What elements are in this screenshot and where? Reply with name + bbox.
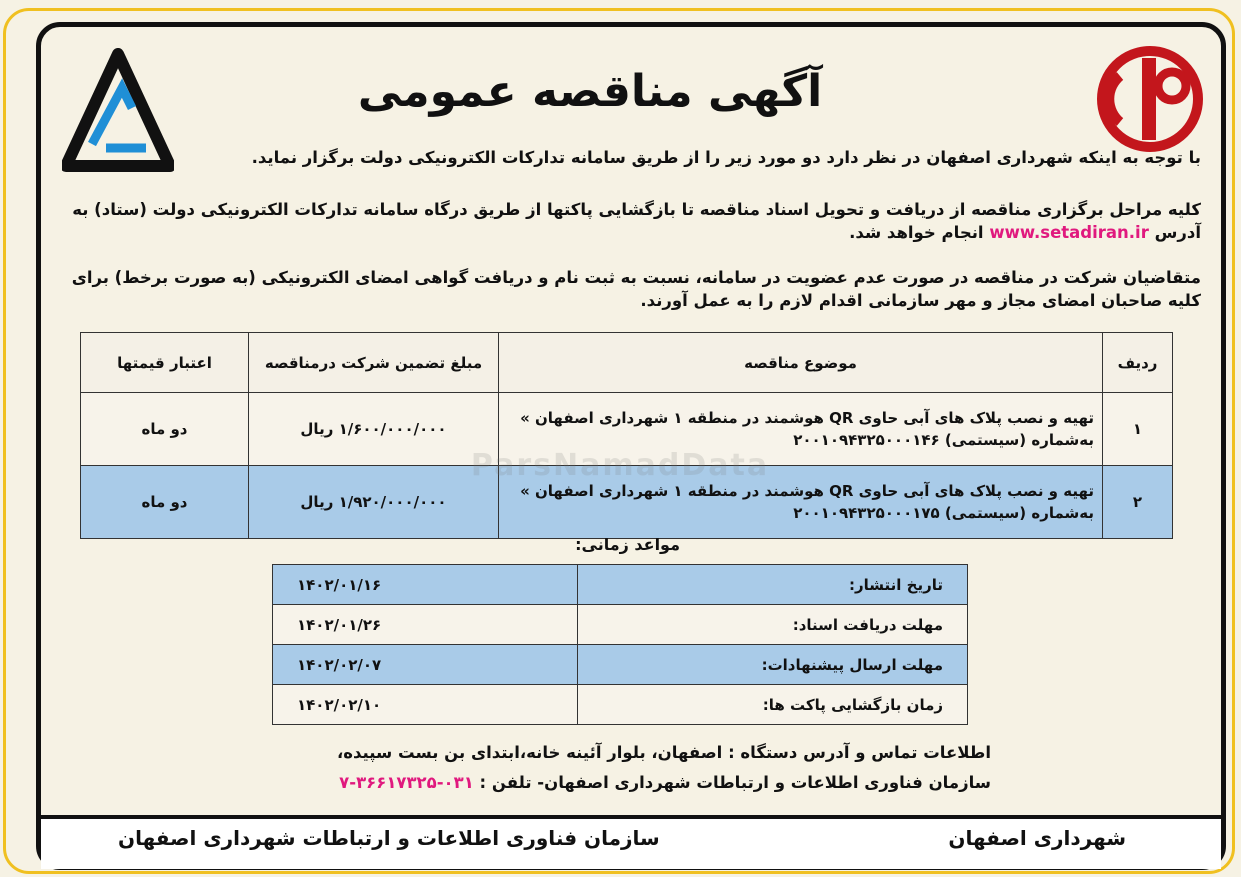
timing-row-publish: [273, 565, 968, 605]
timing-label: مهلت دریافت اسناد:: [578, 605, 968, 645]
municipality-logo-icon: [1090, 44, 1210, 154]
tender-system-number: به‌شماره (سیستمی) ۲۰۰۱۰۹۴۳۲۵۰۰۰۱۷۵: [793, 504, 1094, 522]
timing-label: تاریخ انتشار:: [578, 565, 968, 605]
header-row-number: ردیف: [1103, 333, 1173, 393]
guarantee-amount: ۱/۹۲۰/۰۰۰/۰۰۰ ریال: [249, 466, 499, 539]
table-row: [81, 466, 1173, 539]
intro-paragraph-1: با توجه به اینکه شهرداری اصفهان در نظر دارد دو مورد زیر را از طریق سامانه تدارکات الکترونیکی دولت برگزار نماید.: [251, 148, 1201, 167]
tender-system-number: به‌شماره (سیستمی) ۲۰۰۱۰۹۴۳۲۵۰۰۰۱۴۶: [793, 431, 1094, 449]
intro-paragraph-2-end: انجام خواهد شد.: [849, 223, 984, 242]
tender-subject-line: تهیه و نصب پلاک های آبی حاوی QR هوشمند در منطقه ۱ شهرداری اصفهان »: [520, 409, 1094, 427]
price-validity: دو ماه: [81, 466, 249, 539]
timing-date: ۱۴۰۲/۰۱/۲۶: [273, 605, 578, 645]
guarantee-amount: ۱/۶۰۰/۰۰۰/۰۰۰ ریال: [249, 393, 499, 466]
contact-info: [231, 738, 991, 798]
timing-date: ۱۴۰۲/۰۲/۱۰: [273, 685, 578, 725]
tender-table: [80, 332, 1173, 539]
timing-date: ۱۴۰۲/۰۲/۰۷: [273, 645, 578, 685]
timing-date: ۱۴۰۲/۰۱/۱۶: [273, 565, 578, 605]
row-number: ۲: [1103, 466, 1173, 539]
contact-phone-line: [231, 768, 991, 798]
ict-organization-logo-icon: [62, 48, 174, 176]
footer-municipality: شهرداری اصفهان: [948, 826, 1126, 850]
header-price-validity: اعتبار قیمتها: [81, 333, 249, 393]
page-title: آگهی مناقصه عمومی: [357, 66, 823, 117]
timing-row-submit-offers: [273, 645, 968, 685]
tender-subject-line: تهیه و نصب پلاک های آبی حاوی QR هوشمند در منطقه ۱ شهرداری اصفهان »: [520, 482, 1094, 500]
row-number: ۱: [1103, 393, 1173, 466]
tender-subject: [499, 466, 1103, 539]
tender-table-header: [81, 333, 1173, 393]
tender-subject: [499, 393, 1103, 466]
intro-paragraph-3: متقاضیان شرکت در مناقصه در صورت عدم عضویت در سامانه، نسبت به ثبت نام و دریافت گواهی امضای الکترونیکی (به صورت برخط) برای کلیه صاحبان امضای مجاز و مهر سازمانی اقدام لازم را به عمل آورند.: [71, 268, 1201, 310]
contact-phone: ۰۳۱-۳۶۶۱۷۳۲۵-۷: [339, 773, 474, 792]
table-row: [81, 393, 1173, 466]
contact-address: اطلاعات تماس و آدرس دستگاه : اصفهان، بلوار آئینه خانه،ابتدای بن بست سپیده،: [337, 743, 991, 762]
timing-row-opening: [273, 685, 968, 725]
footer-organization: سازمان فناوری اطلاعات و ارتباطات شهرداری اصفهان: [118, 826, 660, 850]
timing-label: زمان بازگشایی پاکت ها:: [578, 685, 968, 725]
timing-row-receive-docs: [273, 605, 968, 645]
price-validity: دو ماه: [81, 393, 249, 466]
timing-heading: مواعد زمانی:: [575, 535, 680, 554]
intro-paragraph-2: [51, 198, 1201, 244]
setadiran-link[interactable]: www.setadiran.ir: [989, 223, 1149, 242]
header-subject: موضوع مناقصه: [499, 333, 1103, 393]
timing-table: [272, 564, 968, 725]
timing-label: مهلت ارسال پیشنهادات:: [578, 645, 968, 685]
intro-paragraph-2-start: کلیه مراحل برگزاری مناقصه از دریافت و تحویل اسناد مناقصه تا بازگشایی پاکتها از طریق درگاه سامانه تدارکات الکترونیکی دولت (ستاد) به آدرس: [72, 200, 1201, 242]
contact-organization: سازمان فناوری اطلاعات و ارتباطات شهرداری اصفهان- تلفن :: [479, 773, 991, 792]
header-guarantee: مبلغ تضمین شرکت درمناقصه: [249, 333, 499, 393]
